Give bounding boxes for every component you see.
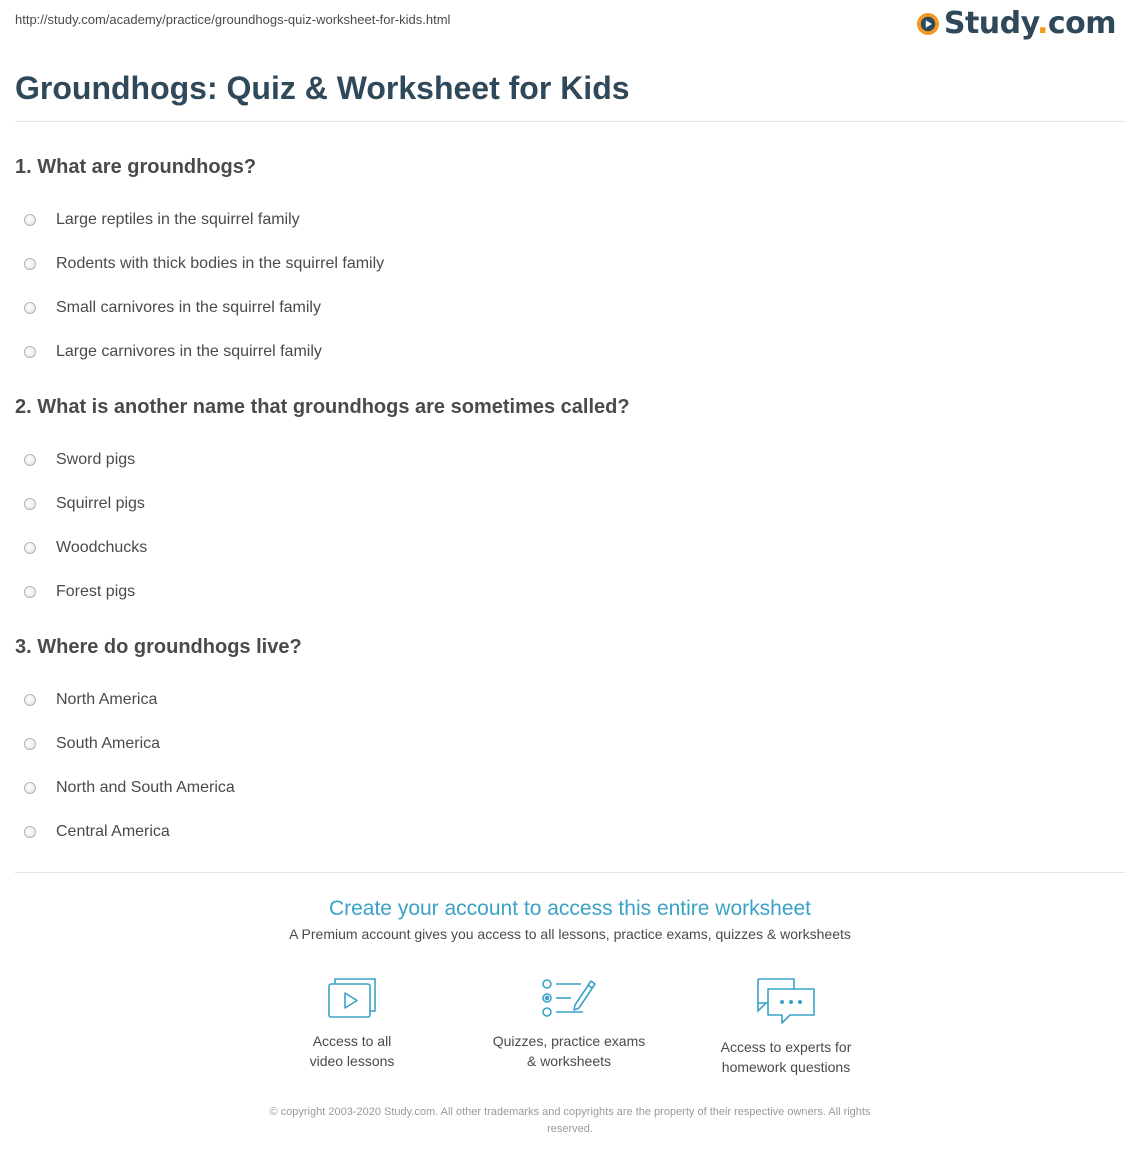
cta-link[interactable]: Create your account to access this entire worksheet [328,897,812,920]
answer-label: Rodents with thick bodies in the squirrel family [56,255,385,272]
logo-text: Study.com [943,6,1116,41]
radio-button[interactable] [24,542,36,554]
radio-button[interactable] [24,214,36,226]
answer-option[interactable] [15,678,1125,722]
answer-label: Forest pigs [56,583,136,600]
radio-button[interactable] [24,826,36,838]
radio-button[interactable] [24,258,36,270]
radio-button[interactable] [24,738,36,750]
page-url: http://study.com/academy/practice/groundhogs-quiz-worksheet-for-kids.html [15,12,451,27]
radio-button[interactable] [24,454,36,466]
radio-button[interactable] [24,346,36,358]
answer-options [15,438,1125,614]
answer-option[interactable] [15,330,1125,374]
quiz-checklist-icon [541,975,597,1021]
answer-label: Central America [56,823,170,840]
answer-option[interactable] [15,766,1125,810]
feature-label: & worksheets [526,1053,612,1069]
radio-button[interactable] [24,586,36,598]
answer-label: North America [56,691,158,708]
content-divider [15,872,1125,873]
copyright-line: © copyright 2003-2020 Study.com. All other trademarks and copyrights are the property of their respective owners. All rights [269,1106,871,1118]
radio-button[interactable] [24,302,36,314]
video-lesson-icon [326,975,378,1021]
page-title: Groundhogs: Quiz & Worksheet for Kids [15,70,630,106]
feature-label: Quizzes, practice exams [492,1033,646,1049]
radio-button[interactable] [24,694,36,706]
answer-option[interactable] [15,526,1125,570]
feature-quizzes [469,975,669,1071]
feature-video-lessons [252,975,452,1071]
answer-options [15,678,1125,854]
answer-option[interactable] [15,242,1125,286]
answer-label: Sword pigs [56,451,136,468]
question-2 [15,394,1125,614]
answer-option[interactable] [15,438,1125,482]
cta-subtitle: A Premium account gives you access to all lessons, practice exams, quizzes & worksheets [289,926,851,942]
copyright-line: reserved. [547,1123,593,1135]
answer-label: South America [56,735,161,752]
question-1 [15,154,1125,374]
feature-label: Access to experts for [720,1039,852,1055]
play-logo-icon [916,12,940,36]
signup-cta [0,895,1140,943]
question-title: 1. What are groundhogs? [15,156,257,178]
answer-options [15,198,1125,374]
answer-label: Woodchucks [56,539,148,556]
answer-option[interactable] [15,482,1125,526]
radio-button[interactable] [24,782,36,794]
answer-option[interactable] [15,570,1125,614]
answer-label: Small carnivores in the squirrel family [56,299,321,316]
title-divider [15,121,1125,122]
answer-label: North and South America [56,779,235,796]
copyright-footer [210,1104,930,1138]
answer-option[interactable] [15,286,1125,330]
question-title: 3. Where do groundhogs live? [15,636,302,658]
answer-option[interactable] [15,810,1125,854]
answer-option[interactable] [15,722,1125,766]
chat-bubbles-icon [754,975,818,1027]
feature-experts [686,975,886,1077]
answer-label: Squirrel pigs [56,495,145,512]
question-title: 2. What is another name that groundhogs are sometimes called? [15,396,630,418]
radio-button[interactable] [24,498,36,510]
answer-label: Large reptiles in the squirrel family [56,211,300,228]
answer-option[interactable] [15,198,1125,242]
answer-label: Large carnivores in the squirrel family [56,343,322,360]
question-3 [15,634,1125,854]
study-logo[interactable] [916,6,1116,42]
feature-label: homework questions [721,1059,851,1075]
header [0,0,1140,48]
feature-label: video lessons [309,1053,395,1069]
feature-label: Access to all [312,1033,392,1049]
